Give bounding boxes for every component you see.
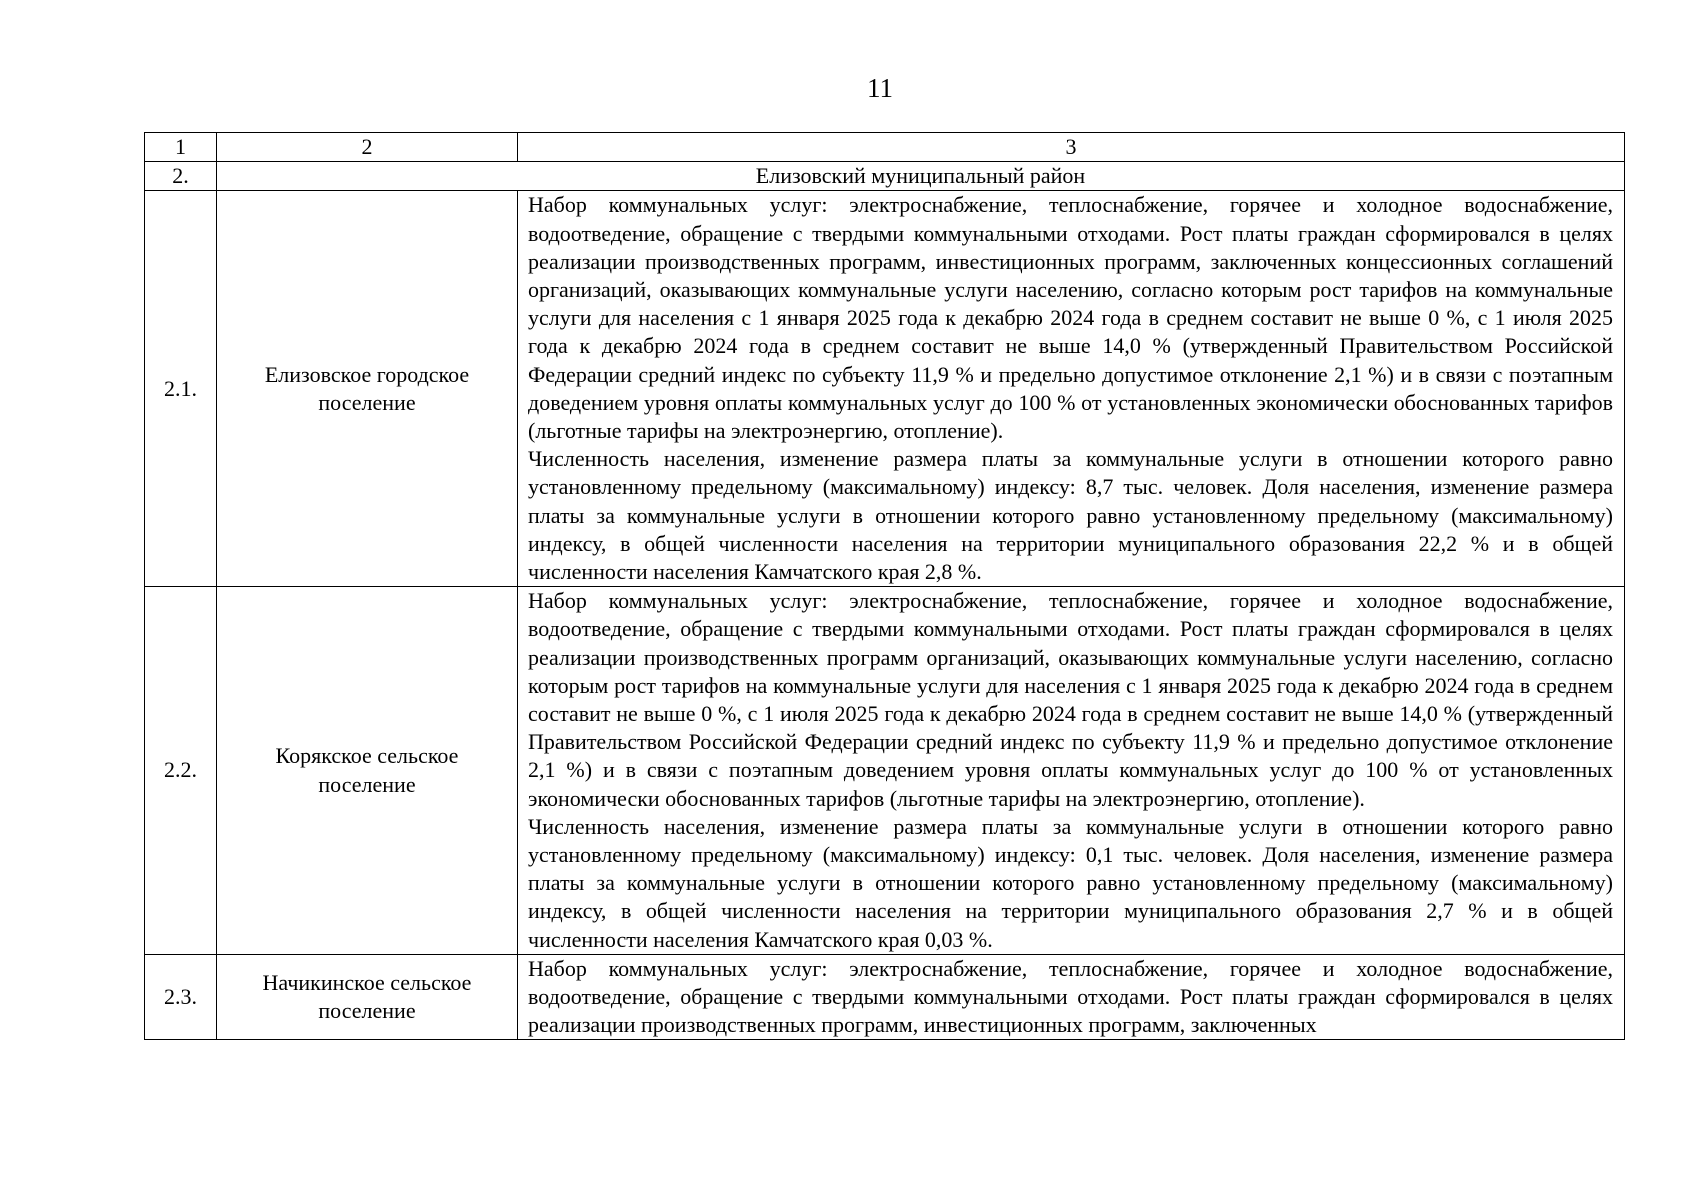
header-col-3: 3 (518, 133, 1625, 162)
description-paragraph: Набор коммунальных услуг: электроснабжение, теплоснабжение, горячее и холодное водоснабжение, водоотведение, обращение с твердыми коммунальными отходами. Рост платы граждан сформировался в целях реализации производственных программ, инвестиционных программ, заключенных концессионных соглашений организаций, оказывающих коммунальные услуги населению, согласно которым рост тарифов на коммунальные услуги для населения с 1 января 2025 года к декабрю 2024 года в среднем составит не выше 0 %, с 1 июля 2025 года к декабрю 2024 года в среднем составит не выше 14,0 % (утвержденный Правительством Российской Федерации средний индекс по субъекту 11,9 % и предельно допустимое отклонение 2,1 %) и в связи с поэтапным доведением уровня оплаты коммунальных услуг до 100 % от установленных экономически обоснованных тарифов (льготные тарифы на электроэнергию, отопление). (528, 192, 1613, 444)
settlement-name: Елизовское городское поселение (217, 191, 518, 587)
header-col-2: 2 (217, 133, 518, 162)
description-cell (518, 954, 1625, 1039)
table-row (145, 587, 1625, 955)
row-number: 2.2. (145, 587, 217, 955)
population-paragraph: Численность населения, изменение размера платы за коммунальные услуги в отношении которого равно установленному предельному (максимальному) индексу: 8,7 тыс. человек. Доля населения, изменение размера платы за коммунальные услуги в отношении которого равно установленному предельному (максимальному) индексу, в общей численности населения на территории муниципального образования 22,2 % и в общей численности населения Камчатского края 2,8 %. (528, 446, 1613, 585)
page-number: 11 (867, 73, 893, 103)
row-number: 2.1. (145, 191, 217, 587)
section-number: 2. (145, 162, 217, 191)
row-number: 2.3. (145, 954, 217, 1039)
description-paragraph: Набор коммунальных услуг: электроснабжение, теплоснабжение, горячее и холодное водоснабжение, водоотведение, обращение с твердыми коммунальными отходами. Рост платы граждан сформировался в целях реализации производственных программ организаций, оказывающих коммунальные услуги населению, согласно которым рост тарифов на коммунальные услуги для населения с 1 января 2025 года к декабрю 2024 года в среднем составит не выше 0 %, с 1 июля 2025 года к декабрю 2024 года в среднем составит не выше 14,0 % (утвержденный Правительством Российской Федерации средний индекс по субъекту 11,9 % и предельно допустимое отклонение 2,1 %) и в связи с поэтапным доведением уровня оплаты коммунальных услуг до 100 % от установленных экономически обоснованных тарифов (льготные тарифы на электроэнергию, отопление). (528, 588, 1613, 811)
settlement-name: Корякское сельское поселение (217, 587, 518, 955)
section-row (145, 162, 1625, 191)
description-paragraph: Набор коммунальных услуг: электроснабжение, теплоснабжение, горячее и холодное водоснабжение, водоотведение, обращение с твердыми коммунальными отходами. Рост платы граждан сформировался в целях реализации производственных программ, инвестиционных программ, заключенных (528, 955, 1613, 1038)
header-col-1: 1 (145, 133, 217, 162)
table-row (145, 191, 1625, 587)
table-header-row (145, 133, 1625, 162)
section-title: Елизовский муниципальный район (217, 162, 1625, 191)
table-row (145, 954, 1625, 1039)
tariff-table (144, 132, 1625, 1040)
population-paragraph: Численность населения, изменение размера платы за коммунальные услуги в отношении которого равно установленному предельному (максимальному) индексу: 0,1 тыс. человек. Доля населения, изменение размера платы за коммунальные услуги в отношении которого равно установленному предельному (максимальному) индексу, в общей численности населения на территории муниципального образования 2,7 % и в общей численности населения Камчатского края 0,03 %. (528, 813, 1613, 952)
truncated-text-container (528, 955, 1613, 1039)
description-cell (518, 587, 1625, 955)
description-cell (518, 191, 1625, 587)
settlement-name: Начикинское сельское поселение (217, 954, 518, 1039)
